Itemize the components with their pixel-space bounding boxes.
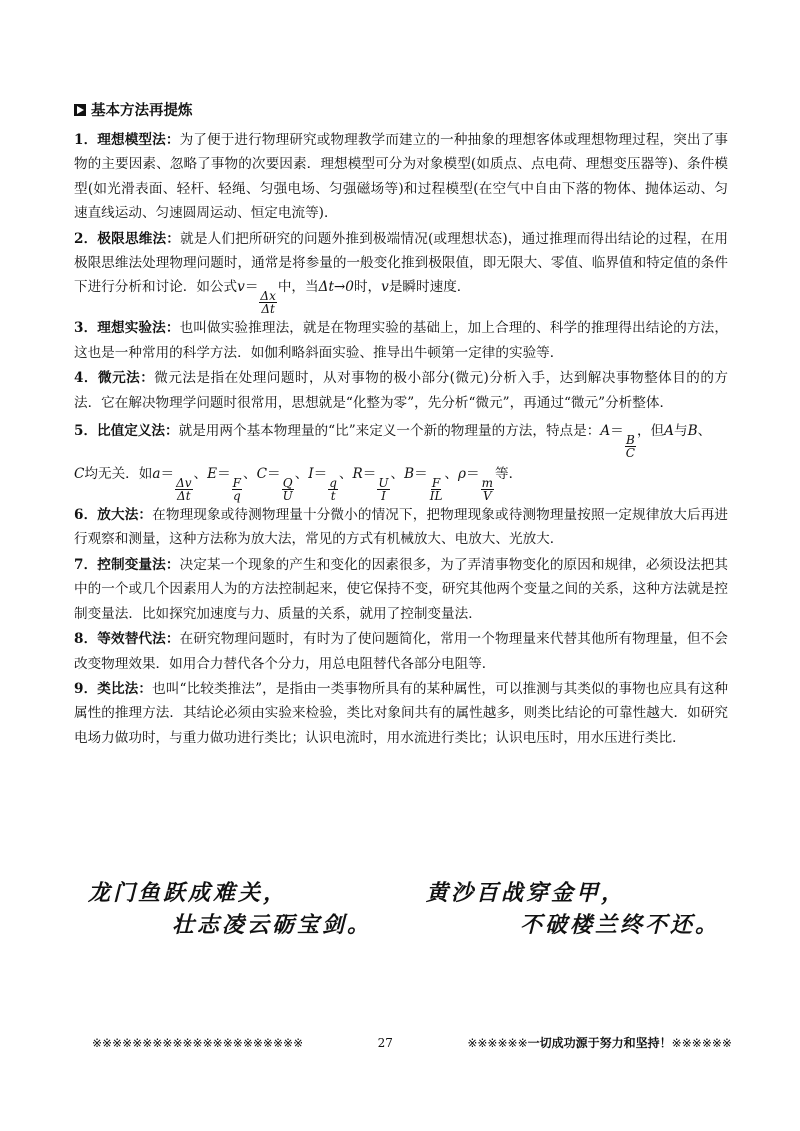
list-item bbox=[74, 553, 728, 626]
item-text: 决定某一个现象的产生和变化的因素很多，为了弄清事物变化的原因和规律，必须设法把其中的一个或几个因素用人为的方法控制起来，使它保持不变，研究其他两个变量之间的关系，这种方法就是控制变量法．比如探究加速度与力、质量的关系，就用了控制变量法． bbox=[74, 556, 728, 622]
formula-fraction bbox=[328, 477, 338, 502]
list-item bbox=[74, 503, 728, 552]
fraction-numerator: Δx bbox=[260, 289, 276, 304]
fraction-denominator: Δt bbox=[261, 302, 275, 317]
list-item bbox=[74, 128, 728, 226]
fraction-numerator: Q bbox=[282, 476, 293, 491]
formula-example: ρ＝ $\frac{m}{V}$ bbox=[458, 466, 493, 504]
page-footer bbox=[92, 1034, 732, 1051]
fraction-denominator: t bbox=[330, 489, 336, 504]
item-text: 也叫做实验推理法，就是在物理实验的基础上，加上合理的、科学的推理得出结论的方法，这也是一种常用的科学方法．如伽利略斜面实验、推导出牛顿第一定律的实验等． bbox=[74, 320, 728, 361]
item-label: 3．理想实验法： bbox=[74, 320, 180, 337]
formula-lhs: R bbox=[352, 466, 363, 483]
formula-lhs: B bbox=[404, 466, 415, 483]
fraction-denominator: Δt bbox=[177, 489, 191, 504]
item-label: 5．比值定义法： bbox=[74, 423, 179, 440]
list-item bbox=[74, 227, 728, 316]
fraction-denominator: C bbox=[625, 446, 635, 461]
calligraphy-left-line1: 龙门鱼跃成难关， bbox=[88, 880, 289, 906]
formula-fraction bbox=[282, 477, 294, 502]
definition-fraction bbox=[625, 434, 636, 459]
item-text: 微元法是指在处理问题时，从对事物的极小部分(微元)分析入手，达到解决事物整体目的的方法．它在解决物理学问题时很常用，思想就是“化整为零”，先分析“微元”，再通过“微元”分析整体． bbox=[74, 370, 728, 411]
formula-lhs: C bbox=[256, 466, 267, 483]
formula-lhs: I bbox=[308, 466, 314, 483]
section-title: 基本方法再提炼 bbox=[91, 102, 193, 119]
symbol-a: A bbox=[664, 423, 674, 440]
fraction-numerator: F bbox=[232, 476, 241, 491]
limit-expression: Δt→0 bbox=[318, 279, 354, 296]
fraction-numerator: B bbox=[625, 433, 635, 448]
formula-fraction bbox=[481, 477, 494, 502]
list-item: 5．比值定义法：就是用两个基本物理量的“比”来定义一个新的物理量的方法，特点是：A＝ $\frac{B}{C}$ ，但A与B、 C均无关．如a＝ $\frac{\Delta v}{\Delta t}$ 、E＝ $\frac{F}{q}$ 、C＝ $\frac{Q}{U}$ 、I＝ $\frac{q}{t}$ 、R＝ $\frac{U}{I}$ 、B＝ $\frac{F}{IL}$ 、ρ＝ $\frac{m}{V}$ 等． bbox=[74, 423, 712, 504]
item-text-after: 中，当 bbox=[277, 279, 319, 296]
def-var: A bbox=[600, 423, 611, 440]
formula-lhs: a bbox=[152, 466, 161, 483]
list-item bbox=[74, 366, 728, 415]
fraction-numerator: Δv bbox=[176, 476, 192, 491]
formula-example: a＝ $\frac{\Delta v}{\Delta t}$ 、 bbox=[152, 466, 208, 504]
item-text-end: 时， bbox=[353, 279, 382, 296]
item-label: 4．微元法： bbox=[74, 370, 155, 387]
fraction-numerator: U bbox=[378, 476, 389, 491]
fraction-numerator: F bbox=[431, 476, 441, 491]
symbol-c: C bbox=[74, 466, 85, 483]
velocity-symbol: v bbox=[381, 279, 389, 296]
item-text: 就是人们把所研究的问题外推到极端情况(或理想状态)，通过推理而得出结论的过程，在用极限思维法处理物理问题时，通常是将参量的一般变化推到极限值，即无限大、零值、临界值和特定值的条件下进行分析和讨论．如公式 bbox=[74, 230, 728, 296]
footer-end-marks: ※※※※※※ bbox=[671, 1036, 732, 1050]
formula-fraction bbox=[429, 477, 444, 502]
item-label: 6．放大法： bbox=[74, 507, 153, 524]
formula-var: v bbox=[237, 279, 245, 296]
item-label: 8．等效替代法： bbox=[74, 631, 180, 648]
item-text: 在研究物理问题时，有时为了使问题简化，常用一个物理量来代替其他所有物理量，但不会改变物理效果．如用合力替代各个分力，用总电阻替代各部分电阻等． bbox=[74, 631, 728, 672]
section-heading bbox=[74, 99, 193, 120]
formula-example: B＝ $\frac{F}{IL}$ 、 bbox=[404, 466, 459, 504]
footer-motto: 一切成功源于努力和坚持！ bbox=[527, 1036, 672, 1050]
item-text-after: 均无关．如 bbox=[84, 466, 153, 483]
fraction-denominator: I bbox=[381, 489, 386, 504]
calligraphy-right-line1: 黄沙百战穿金甲， bbox=[426, 880, 627, 906]
fraction-denominator: U bbox=[282, 489, 293, 504]
item-text: 为了便于进行物理研究或物理教学而建立的一种抽象的理想客体或理想物理过程，突出了事物的主要因素、忽略了事物的次要因素．理想模型可分为对象模型(如质点、点电荷、理想变压器等)、条件模型(如光滑表面、轻杆、轻绳、匀强电场、匀强磁场等)和过程模型(在空气中自由下落的物体、抛体运动、匀速直线运动、匀速圆周运动、恒定电流等)． bbox=[74, 132, 728, 222]
fraction-denominator: IL bbox=[429, 489, 443, 504]
method-list bbox=[74, 128, 728, 751]
symbol-b: B bbox=[687, 423, 698, 440]
item-label: 1．理想模型法： bbox=[74, 132, 180, 148]
footer-right-group bbox=[467, 1034, 732, 1051]
formula-example: R＝ $\frac{U}{I}$ 、 bbox=[352, 466, 405, 504]
play-triangle-icon bbox=[74, 104, 86, 116]
item-label: 2．极限思维法： bbox=[74, 230, 181, 247]
formula-fraction bbox=[175, 477, 192, 502]
formula-fraction bbox=[377, 477, 389, 502]
item-label: 9．类比法： bbox=[74, 680, 153, 697]
formula-eq: ＝ bbox=[244, 279, 259, 296]
word-and: 与 bbox=[673, 423, 688, 440]
separator: 、 bbox=[697, 423, 712, 440]
item-label: 7．控制变量法： bbox=[74, 556, 180, 573]
calligraphy-left-line2: 壮志凌云砺宝剑。 bbox=[172, 912, 373, 938]
calligraphy-right-line2: 不破楼兰终不还。 bbox=[520, 912, 721, 938]
item-text: 在物理现象或待测物理量十分微小的情况下，把物理现象或待测物理量按照一定规律放大后再进行观察和测量，这种方法称为放大法，常见的方式有机械放大、电放大、光放大． bbox=[74, 507, 728, 548]
list-item bbox=[74, 677, 728, 750]
footer-left-marks: ※※※※※※※※※※※※※※※※※※※※※ bbox=[92, 1035, 304, 1050]
item-text-end: 等． bbox=[495, 466, 523, 483]
item-text: 就是用两个基本物理量的“比”来定义一个新的物理量的方法，特点是： bbox=[178, 423, 601, 440]
item-text: 也叫“比较类推法”，是指由一类事物所具有的某种属性，可以推测与其类似的事物也应具有这种属性的推理方法．其结论必须由实验来检验，类比对象间共有的属性越多，则类比结论的可靠性越大．如研究电场力做功时，与重力做功进行类比；认识电流时，用水流进行类比；认识电压时，用水压进行类比． bbox=[74, 680, 728, 746]
item-text-tail: 是瞬时速度． bbox=[388, 279, 471, 296]
fraction-denominator: q bbox=[232, 489, 241, 504]
list-item bbox=[74, 627, 728, 676]
formula-lhs: ρ bbox=[458, 466, 467, 483]
list-item bbox=[74, 316, 728, 365]
formula-example: C＝ $\frac{Q}{U}$ 、 bbox=[256, 466, 309, 504]
page-number: 27 bbox=[377, 1035, 393, 1050]
formula-lhs: E bbox=[207, 466, 218, 483]
fraction-denominator: V bbox=[482, 489, 492, 504]
formula-fraction bbox=[232, 477, 242, 502]
footer-right-marks: ※※※※※※ bbox=[467, 1036, 528, 1050]
fraction-numerator: m bbox=[481, 476, 493, 491]
velocity-fraction bbox=[259, 290, 276, 315]
fraction-numerator: q bbox=[329, 476, 337, 491]
formula-example: E＝ $\frac{F}{q}$ 、 bbox=[207, 466, 257, 504]
item-text-mid: ，但 bbox=[636, 423, 665, 440]
formula-example: I＝ $\frac{q}{t}$ 、 bbox=[308, 466, 353, 504]
